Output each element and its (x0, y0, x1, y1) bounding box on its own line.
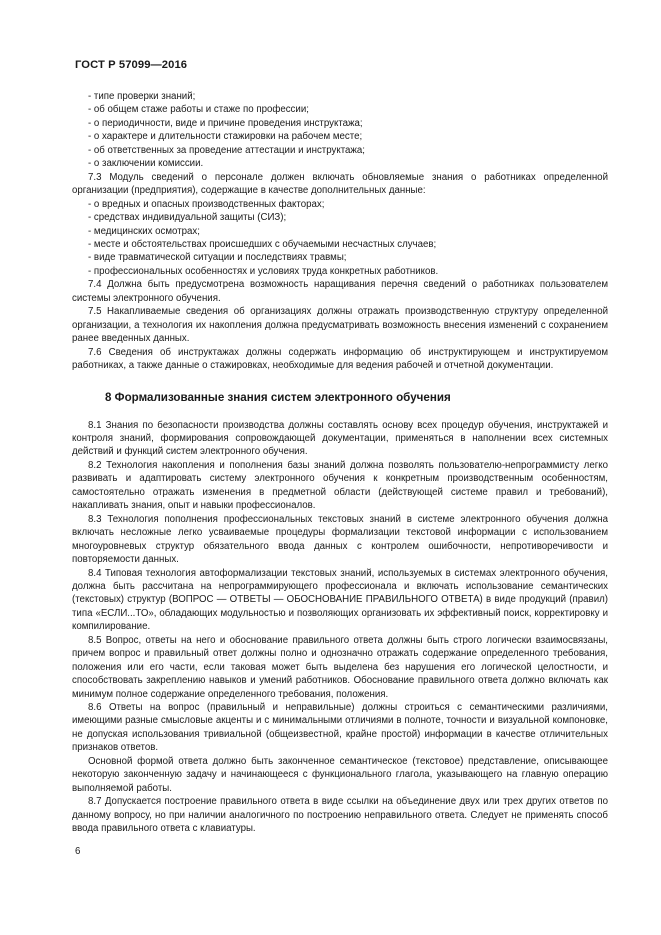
list-item: - средствах индивидуальной защиты (СИЗ); (88, 212, 287, 224)
list-top (88, 90, 608, 171)
paragraph-7-6: 7.6 Сведения об инструктажах должны содержать информацию об инструктирующем и инструктируемом работниках, а также данные о стажировках, необходимые для ведения рабочей и отчетной документации. (72, 346, 608, 372)
section-8-title: 8 Формализованные знания систем электронного обучения (105, 390, 451, 404)
paragraph-8-6: 8.6 Ответы на вопрос (правильный и неправильные) должны строиться с семантическими различиями, имеющими разные смысловые акценты и с минимальными отличиями в полноте, точности и визуальной компоновке, не допуская использования тривиальной (общеизвестной, крайне простой) информации в качестве отличительных признаков ответов. (72, 702, 608, 754)
paragraph-8-1: 8.1 Знания по безопасности производства должны составлять основу всех процедур обучения, инструктажей и контроля знаний, формирования сопровождающей документации, применяться в наполнении всех системных действий и функций систем электронного обучения. (72, 419, 608, 458)
list-item: - месте и обстоятельствах происшедших с обучаемыми несчастных случаев; (88, 238, 437, 250)
paragraph-7-5: 7.5 Накапливаемые сведения об организациях должны отражать производственную структуру определенной организации, а технология их накопления должна предусматривать возможность внесения изменений с сохранением ранее введенных данных. (72, 306, 608, 345)
list-item: - о вредных и опасных производственных факторах; (88, 198, 325, 210)
list-item: - типе проверки знаний; (88, 91, 196, 102)
list-item: - о характере и длительности стажировки на рабочем месте; (88, 131, 363, 143)
paragraph-8-6-continued: Основной формой ответа должно быть законченное семантическое (текстовое) представление, описывающее некоторую законченную задачу и начинающееся с функционального глагола, указывающего на главную операцию выполняемой работы. (72, 755, 608, 794)
list-item: - об ответственных за проведение аттестации и инструктажа; (88, 144, 365, 156)
page-number: 6 (75, 846, 81, 857)
document-header: ГОСТ Р 57099—2016 (75, 59, 188, 71)
list-item: - медицинских осмотрах; (88, 225, 200, 237)
paragraph-8-7: 8.7 Допускается построение правильного ответа в виде ссылки на объединение двух или трех других ответов по данному вопросу, но при наличии аналогичного по построению неправильного ответа. Следует не применять способ ввода правильного ответа с клавиатуры. (72, 796, 608, 835)
paragraph-8-4: 8.4 Типовая технология автоформализации текстовых знаний, используемых в системах электронного обучения, должна быть рассчитана на непрограммирующего профессионала и включать использование семантических (текстовых) структур (ВОПРОС — ОТВЕТЫ — ОБОСНОВАНИЕ ПРАВИЛЬНОГО ОТВЕТА) в виде продукций (правил) типа «ЕСЛИ...ТО», обладающих модульностью и позволяющих организовать их эффективный поиск, корректировку и компилирование. (72, 567, 608, 633)
list-7-3 (88, 198, 608, 279)
paragraph-8-2: 8.2 Технология накопления и пополнения базы знаний должна позволять пользователю-непрограммисту легко развивать и адаптировать систему электронного обучения к конкретным производственным особенностям, самостоятельно отражать изменения в предметной области (действующей системе правил и требований), накапливать знания, опыт и навыки профессионалов. (72, 459, 608, 512)
paragraph-7-3: 7.3 Модуль сведений о персонале должен включать обновляемые знания о работниках определенной организации (предприятия), содержащие в качестве дополнительных данные: (72, 171, 608, 197)
list-item: - профессиональных особенностях и условиях труда конкретных работников. (88, 265, 439, 277)
page-body (72, 90, 608, 836)
list-item: - о заключении комиссии. (88, 158, 204, 170)
paragraph-8-3: 8.3 Технология пополнения профессиональных текстовых знаний в системе электронного обучения должна включать несложные легко усваиваемые процедуры формализации текстовой информации с использованием многоуровневых структур обязательного ввода данных с контролем ошибочности, непротиворечивости и повторяемости данных. (72, 513, 608, 566)
paragraph-8-5: 8.5 Вопрос, ответы на него и обоснование правильного ответа должны быть строго логически взаимосвязаны, причем вопрос и правильный ответ должны полно и однозначно отражать содержание определенного требования, положения или его части, если таковая может быть выделена без нарушения его логической целостности, и способствовать закреплению навыков и умений работников. Обоснование правильного ответа должно включать как минимум полное содержание определенного требования, положения. (72, 634, 608, 700)
list-item: - о периодичности, виде и причине проведения инструктажа; (88, 117, 363, 129)
list-item: - об общем стаже работы и стаже по профессии; (88, 104, 309, 116)
paragraph-7-4: 7.4 Должна быть предусмотрена возможность наращивания перечня сведений о работниках пользователем системы электронного обучения. (72, 279, 608, 304)
list-item: - виде травматической ситуации и последствиях травмы; (88, 252, 347, 264)
